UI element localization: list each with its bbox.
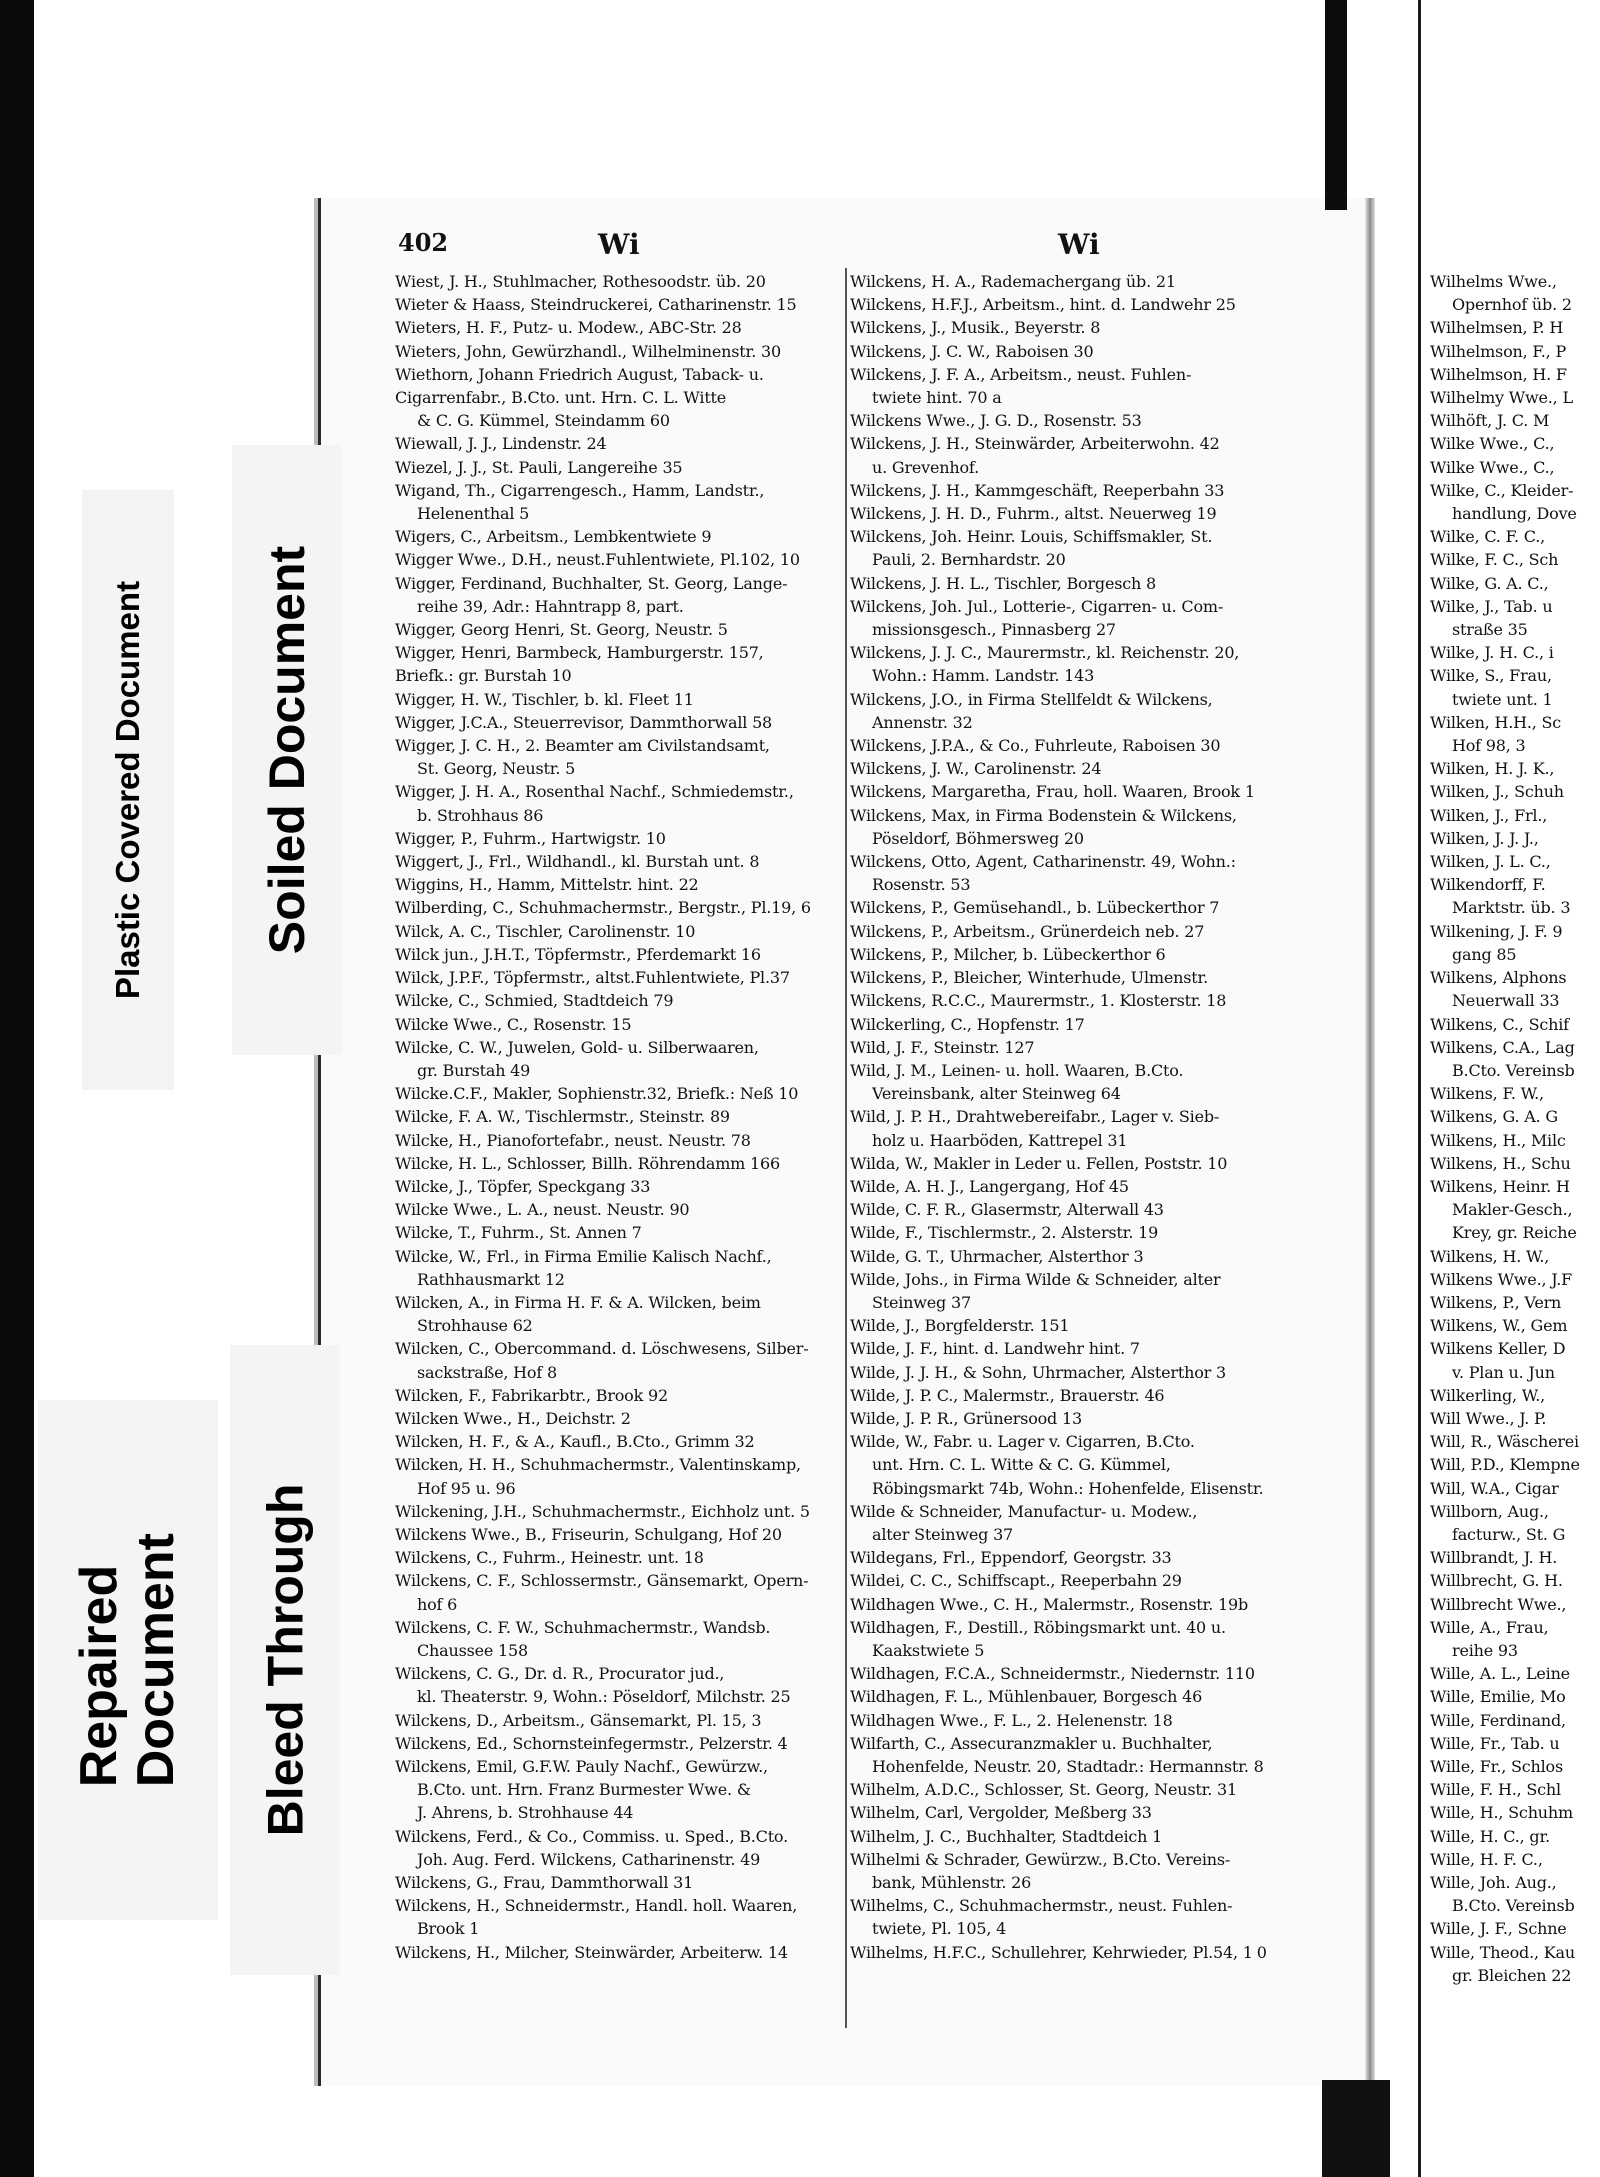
directory-entry: Brook 1 xyxy=(417,1919,480,1939)
directory-entry: Wilcken, H. H., Schuhmachermstr., Valentinskamp, xyxy=(395,1455,801,1475)
directory-entry: B.Cto. Vereinsb xyxy=(1452,1896,1575,1916)
directory-entry: Wigers, C., Arbeitsm., Lembkentwiete 9 xyxy=(395,527,712,547)
directory-entry: Wilde, W., Fabr. u. Lager v. Cigarren, B.Cto. xyxy=(850,1432,1195,1452)
directory-entry: Wigand, Th., Cigarrengesch., Hamm, Landstr., xyxy=(395,480,765,500)
directory-entry: Wilckens, J. H. L., Tischler, Borgesch 8 xyxy=(850,573,1156,593)
directory-entry: hof 6 xyxy=(417,1594,458,1614)
directory-entry: Wilcken, H. F., & A., Kaufl., B.Cto., Grimm 32 xyxy=(395,1432,755,1452)
directory-entry: Wiest, J. H., Stuhlmacher, Rothesoodstr. üb. 20 xyxy=(395,272,766,291)
directory-entry: Wigger, Georg Henri, St. Georg, Neustr. 5 xyxy=(395,620,728,640)
directory-entry: Wieters, H. F., Putz- u. Modew., ABC-Str. 28 xyxy=(395,318,742,338)
directory-entry: Willbrandt, J. H. xyxy=(1430,1548,1558,1568)
directory-entry: Wilhelm, A.D.C., Schlosser, St. Georg, Neustr. 31 xyxy=(850,1780,1238,1800)
directory-entry: Briefk.: gr. Burstah 10 xyxy=(395,666,572,686)
directory-entry: Rathhausmarkt 12 xyxy=(417,1269,565,1289)
directory-entry: Wilck, J.P.F., Töpfermstr., altst.Fuhlentwiete, Pl.37 xyxy=(395,968,790,988)
directory-entry: Wilckens, J. H., Steinwärder, Arbeiterwohn. 42 xyxy=(850,434,1220,454)
directory-entry: Wilde, G. T., Uhrmacher, Alsterthor 3 xyxy=(850,1246,1144,1266)
directory-entry: Wohn.: Hamm. Landstr. 143 xyxy=(872,666,1095,686)
directory-entry: Vereinsbank, alter Steinweg 64 xyxy=(872,1084,1121,1104)
directory-entry: Wilhelms, C., Schuhmachermstr., neust. Fuhlen- xyxy=(850,1896,1233,1916)
directory-entry: Wilcke Wwe., L. A., neust. Neustr. 90 xyxy=(395,1200,690,1220)
directory-entry: Wilcken, C., Obercommand. d. Löschwesens, Silber- xyxy=(395,1339,809,1359)
directory-entry: Wilken, J. J. J., xyxy=(1430,828,1539,848)
directory-entry: Makler-Gesch., xyxy=(1452,1200,1573,1220)
directory-entry: Wiggins, H., Hamm, Mittelstr. hint. 22 xyxy=(395,875,699,895)
directory-entry: Wildegans, Frl., Eppendorf, Georgstr. 33 xyxy=(850,1548,1172,1568)
directory-entry: Wilckening, J.H., Schuhmachermstr., Eichholz unt. 5 xyxy=(395,1501,810,1521)
directory-entry: Wilckens, H. A., Rademachergang üb. 21 xyxy=(850,272,1176,291)
directory-entry: Wille, Theod., Kau xyxy=(1430,1942,1575,1962)
directory-entry: Wilckens, Otto, Agent, Catharinenstr. 49, Wohn.: xyxy=(850,852,1236,872)
directory-entry: Wilcke, H. L., Schlosser, Billh. Röhrendamm 166 xyxy=(395,1153,780,1173)
directory-entry: Wilhelm, Carl, Vergolder, Meßberg 33 xyxy=(850,1803,1152,1823)
bleed-through-label: Bleed Through xyxy=(230,1345,340,1975)
directory-entry: Wilke Wwe., C., xyxy=(1430,434,1555,454)
directory-entry: Wilkens, P., Vern xyxy=(1430,1292,1562,1312)
directory-entry: Wilhelmsen, P. H xyxy=(1430,318,1564,338)
directory-entry: Wigger, Henri, Barmbeck, Hamburgerstr. 157, xyxy=(395,643,764,663)
directory-entry: Wilckens, H.F.J., Arbeitsm., hint. d. Landwehr 25 xyxy=(850,295,1236,315)
directory-entry: Wilcke, C. W., Juwelen, Gold- u. Silberwaaren, xyxy=(395,1037,759,1057)
directory-entry: Wilckens, H., Schneidermstr., Handl. holl. Waaren, xyxy=(395,1896,798,1916)
directory-entry: Wildhagen, F., Destill., Röbingsmarkt unt. 40 u. xyxy=(850,1617,1226,1637)
directory-entry: Wilcke, F. A. W., Tischlermstr., Steinstr. 89 xyxy=(395,1107,730,1127)
directory-entry: Wigger, J. H. A., Rosenthal Nachf., Schmiedemstr., xyxy=(395,782,794,802)
directory-entry: straße 35 xyxy=(1452,620,1528,640)
directory-entry: Wilde, J. F., hint. d. Landwehr hint. 7 xyxy=(850,1339,1140,1359)
directory-entry: Wilckens, Margaretha, Frau, holl. Waaren, Brook 1 xyxy=(850,782,1255,802)
directory-entry: Wilkening, J. F. 9 xyxy=(1430,921,1563,941)
directory-entry: Wilckens, J.O., in Firma Stellfeldt & Wilckens, xyxy=(850,689,1213,709)
directory-entry: B.Cto. Vereinsb xyxy=(1452,1060,1575,1080)
directory-entry: Wilkens, C., Schif xyxy=(1430,1014,1569,1034)
left-column xyxy=(395,270,839,1964)
directory-entry: Will, W.A., Cigar xyxy=(1430,1478,1559,1498)
directory-entry: Wilcken, F., Fabrikarbtr., Brook 92 xyxy=(395,1385,668,1405)
right-column xyxy=(1430,270,1600,1987)
directory-entry: Wilck jun., J.H.T., Töpfermstr., Pferdemarkt 16 xyxy=(395,944,761,964)
directory-entry: b. Strohhaus 86 xyxy=(417,805,544,825)
directory-entry: Wilckens, J. C. W., Raboisen 30 xyxy=(850,341,1094,361)
directory-entry: & C. G. Kümmel, Steindamm 60 xyxy=(417,411,670,431)
directory-entry: Wilde, J., Borgfelderstr. 151 xyxy=(850,1316,1070,1336)
directory-entry: Wilcken Wwe., H., Deichstr. 2 xyxy=(395,1408,631,1428)
directory-entry: Wilke, F. C., Sch xyxy=(1430,550,1559,570)
directory-entry: Wilcke, J., Töpfer, Speckgang 33 xyxy=(395,1176,651,1196)
directory-entry: Wille, Joh. Aug., xyxy=(1430,1873,1557,1893)
directory-entry: Hof 95 u. 96 xyxy=(417,1478,516,1498)
directory-entry: Wilhelmy Wwe., L xyxy=(1430,388,1573,408)
directory-entry: Chaussee 158 xyxy=(417,1640,528,1660)
directory-entry: Wilckens, Max, in Firma Bodenstein & Wilckens, xyxy=(850,805,1237,825)
directory-entry: Willbrecht, G. H. xyxy=(1430,1571,1563,1591)
directory-entry: Marktstr. üb. 3 xyxy=(1452,898,1571,918)
directory-entry: Wille, F. H., Schl xyxy=(1430,1780,1561,1800)
directory-entry: Wilde & Schneider, Manufactur- u. Modew., xyxy=(850,1501,1198,1521)
directory-entry: Wille, J. F., Schne xyxy=(1430,1919,1567,1939)
directory-entry: Wildhagen Wwe., F. L., 2. Helenenstr. 18 xyxy=(850,1710,1173,1730)
directory-entry: Wilken, H.H., Sc xyxy=(1430,712,1562,732)
directory-entry: Wilke, C., Kleider- xyxy=(1430,480,1574,500)
directory-entry: Wilckens, Ferd., & Co., Commiss. u. Sped., B.Cto. xyxy=(395,1826,788,1846)
directory-entry: Wille, Fr., Schlos xyxy=(1430,1757,1563,1776)
directory-entry: Wilckens, Emil, G.F.W. Pauly Nachf., Gewürzw., xyxy=(395,1757,768,1776)
directory-entry: Wilke Wwe., C., xyxy=(1430,457,1555,477)
directory-entry: Wilde, J. P. C., Malermstr., Brauerstr. 46 xyxy=(850,1385,1165,1405)
directory-entry: Annenstr. 32 xyxy=(872,712,973,732)
directory-entry: Wilckens, Ed., Schornsteinfegermstr., Pelzerstr. 4 xyxy=(395,1733,788,1753)
directory-entry: alter Steinweg 37 xyxy=(872,1524,1014,1544)
directory-entry: Hohenfelde, Neustr. 20, Stadtadr.: Hermannstr. 8 xyxy=(872,1757,1264,1776)
bookmark-ribbon xyxy=(1325,0,1347,210)
directory-entry: Wilke, C. F. C., xyxy=(1430,527,1546,547)
directory-entry: Wilde, C. F. R., Glasermstr, Alterwall 43 xyxy=(850,1200,1164,1220)
directory-entry: Wilke, S., Frau, xyxy=(1430,666,1552,686)
directory-entry: Wilkens, F. W., xyxy=(1430,1084,1544,1104)
directory-entry: Wigger, H. W., Tischler, b. kl. Fleet 11 xyxy=(395,689,694,709)
directory-entry: Wild, J. F., Steinstr. 127 xyxy=(850,1037,1035,1057)
page-number: 402 xyxy=(398,228,449,257)
directory-entry: twiete hint. 70 a xyxy=(872,388,1002,408)
directory-entry: Wilkens, Alphons xyxy=(1430,968,1567,988)
directory-entry: Wilkens, H. W., xyxy=(1430,1246,1550,1266)
directory-entry: Wigger, J.C.A., Steuerrevisor, Dammthorwall 58 xyxy=(395,712,773,732)
directory-entry: Wilde, J. P. R., Grünersood 13 xyxy=(850,1408,1082,1428)
directory-entry: Rosenstr. 53 xyxy=(872,875,971,895)
directory-entry: Wilke, J., Tab. u xyxy=(1430,596,1553,616)
directory-entry: Wilcke, W., Frl., in Firma Emilie Kalisch Nachf., xyxy=(395,1246,772,1266)
directory-entry: Wilckens, C., Fuhrm., Heinestr. unt. 18 xyxy=(395,1548,704,1568)
directory-entry: Wildei, C. C., Schiffscapt., Reeperbahn 29 xyxy=(850,1571,1182,1591)
directory-entry: Wilckens, Joh. Jul., Lotterie-, Cigarren- u. Com- xyxy=(850,596,1224,616)
directory-entry: Wilkens, G. A. G xyxy=(1430,1107,1558,1127)
book-gutter xyxy=(1365,198,1375,2086)
directory-entry: Wilde, J. J. H., & Sohn, Uhrmacher, Alsterthor 3 xyxy=(850,1362,1226,1382)
directory-entry: Wilken, H. J. K., xyxy=(1430,759,1555,779)
directory-entry: Wilcken, A., in Firma H. F. & A. Wilcken, beim xyxy=(395,1292,761,1312)
directory-entry: unt. Hrn. C. L. Witte & C. G. Kümmel, xyxy=(872,1455,1171,1475)
directory-entry: Wilde, Johs., in Firma Wilde & Schneider, alter xyxy=(850,1269,1221,1289)
directory-entry: Wilckens, C. F., Schlossermstr., Gänsemarkt, Opern- xyxy=(395,1571,809,1591)
directory-entry: Wilhelms, H.F.C., Schullehrer, Kehrwieder, Pl.54, 1 0 xyxy=(850,1942,1267,1962)
directory-entry: Wilckens, C. F. W., Schuhmachermstr., Wandsb. xyxy=(395,1617,771,1637)
directory-entry: Wild, J. M., Leinen- u. holl. Waaren, B.Cto. xyxy=(850,1060,1184,1080)
scan-border xyxy=(0,0,34,2177)
directory-entry: Wild, J. P. H., Drahtwebereifabr., Lager v. Sieb- xyxy=(850,1107,1220,1127)
directory-entry: Wilke, J. H. C., i xyxy=(1430,643,1554,663)
directory-entry: Wille, H. C., gr. xyxy=(1430,1826,1551,1846)
directory-entry: Wilckens, J. J. C., Maurermstr., kl. Reichenstr. 20, xyxy=(850,643,1240,663)
directory-entry: Wigger, P., Fuhrm., Hartwigstr. 10 xyxy=(395,828,666,848)
directory-entry: gr. Burstah 49 xyxy=(417,1060,531,1080)
directory-entry: Wilckens, P., Arbeitsm., Grünerdeich neb. 27 xyxy=(850,921,1205,941)
directory-entry: Wilfarth, C., Assecuranzmakler u. Buchhalter, xyxy=(850,1733,1213,1753)
directory-entry: Wilken, J., Frl., xyxy=(1430,805,1548,825)
directory-entry: Wiethorn, Johann Friedrich August, Taback- u. xyxy=(395,364,764,384)
directory-entry: Opernhof üb. 2 xyxy=(1452,295,1572,315)
directory-entry: holz u. Haarböden, Kattrepel 31 xyxy=(872,1130,1128,1150)
directory-entry: handlung, Dove xyxy=(1452,504,1577,524)
directory-entry: Wiezel, J. J., St. Pauli, Langereihe 35 xyxy=(395,457,683,477)
directory-entry: Röbingsmarkt 74b, Wohn.: Hohenfelde, Elisenstr. xyxy=(872,1478,1264,1498)
directory-entry: Wilkens, H., Milc xyxy=(1430,1130,1566,1150)
directory-entry: Wilda, W., Makler in Leder u. Fellen, Poststr. 10 xyxy=(850,1153,1228,1173)
directory-entry: Wille, A., Frau, xyxy=(1430,1617,1549,1637)
directory-entry: J. Ahrens, b. Strohhause 44 xyxy=(417,1803,634,1823)
directory-entry: Wilckens, J.P.A., & Co., Fuhrleute, Raboisen 30 xyxy=(850,736,1221,756)
directory-entry: Wilcke Wwe., C., Rosenstr. 15 xyxy=(395,1014,632,1034)
directory-entry: Steinweg 37 xyxy=(872,1292,971,1312)
directory-entry: reihe 39, Adr.: Hahntrapp 8, part. xyxy=(417,596,684,616)
directory-entry: Wille, Emilie, Mo xyxy=(1430,1687,1566,1707)
directory-entry: Wilberding, C., Schuhmachermstr., Bergstr., Pl.19, 6 xyxy=(395,898,811,918)
directory-entry: Wilhelms Wwe., xyxy=(1430,272,1557,291)
directory-entry: Wilckens, J. H., Kammgeschäft, Reeperbahn 33 xyxy=(850,480,1225,500)
directory-entry: Wilhelmi & Schrader, Gewürzw., B.Cto. Vereins- xyxy=(850,1849,1231,1869)
directory-entry: Wille, A. L., Leine xyxy=(1430,1664,1570,1684)
directory-entry: Wilckens, Joh. Heinr. Louis, Schiffsmakler, St. xyxy=(850,527,1213,547)
directory-entry: Wille, H. F. C., xyxy=(1430,1849,1543,1869)
directory-entry: Wilde, F., Tischlermstr., 2. Alsterstr. 19 xyxy=(850,1223,1159,1243)
directory-entry: Wilckens, J., Musik., Beyerstr. 8 xyxy=(850,318,1101,338)
directory-entry: gr. Bleichen 22 xyxy=(1452,1965,1572,1985)
directory-entry: bank, Mühlenstr. 26 xyxy=(872,1873,1032,1893)
line-suffix: 0 xyxy=(1256,1942,1267,1962)
directory-entry: Wilckerling, C., Hopfenstr. 17 xyxy=(850,1014,1085,1034)
directory-entry: Wilkens, C.A., Lag xyxy=(1430,1037,1575,1057)
directory-entry: missionsgesch., Pinnasberg 27 xyxy=(872,620,1116,640)
directory-entry: Wilcke.C.F., Makler, Sophienstr.32, Briefk.: Neß 10 xyxy=(395,1084,799,1104)
directory-entry: Wilck, A. C., Tischler, Carolinenstr. 10 xyxy=(395,921,696,941)
directory-entry: Will Wwe., J. P. xyxy=(1430,1408,1547,1428)
directory-entry: Wille, Fr., Tab. u xyxy=(1430,1733,1560,1753)
middle-column xyxy=(850,270,1322,1964)
directory-entry: Wilckens, P., Gemüsehandl., b. Lübeckerthor 7 xyxy=(850,898,1220,918)
directory-entry: Wilcke, C., Schmied, Stadtdeich 79 xyxy=(395,991,674,1011)
directory-entry: Wiggert, J., Frl., Wildhandl., kl. Burstah unt. 8 xyxy=(395,852,760,872)
directory-entry: v. Plan u. Jun xyxy=(1452,1362,1555,1382)
directory-entry: Wille, Ferdinand, xyxy=(1430,1710,1566,1730)
directory-entry: Cigarrenfabr., B.Cto. unt. Hrn. C. L. Witte xyxy=(395,388,727,408)
directory-entry: Wiewall, J. J., Lindenstr. 24 xyxy=(395,434,607,454)
directory-entry: St. Georg, Neustr. 5 xyxy=(417,759,576,779)
header-left: Wi xyxy=(598,228,640,261)
soiled-label: Soiled Document xyxy=(232,445,342,1055)
directory-entry: Will, P.D., Klempne xyxy=(1430,1455,1580,1475)
directory-entry: Kaakstwiete 5 xyxy=(872,1640,985,1660)
repaired-label: Repaired Document xyxy=(38,1400,218,1920)
directory-entry: twiete unt. 1 xyxy=(1452,689,1553,709)
directory-entry: Wilcke, H., Pianofortefabr., neust. Neustr. 78 xyxy=(395,1130,751,1150)
directory-entry: Wilkens, H., Schu xyxy=(1430,1153,1571,1173)
directory-entry: Strohhause 62 xyxy=(417,1316,533,1336)
directory-entry: Wilkens, Heinr. H xyxy=(1430,1176,1570,1196)
directory-entry: Wilckens Wwe., B., Friseurin, Schulgang, Hof 20 xyxy=(395,1524,782,1544)
directory-entry: Wilkens, W., Gem xyxy=(1430,1316,1568,1336)
directory-entry: Wilkerling, W., xyxy=(1430,1385,1545,1405)
directory-entry: Pauli, 2. Bernhardstr. 20 xyxy=(872,550,1066,570)
directory-entry: Wilckens, P., Bleicher, Winterhude, Ulmenstr. xyxy=(850,968,1209,988)
directory-entry: facturw., St. G xyxy=(1452,1524,1566,1544)
directory-entry: Wilckens, D., Arbeitsm., Gänsemarkt, Pl. 15, 3 xyxy=(395,1710,762,1730)
directory-entry: Helenenthal 5 xyxy=(417,504,530,524)
header-right: Wi xyxy=(1058,228,1100,261)
directory-entry: Wilhelmson, H. F xyxy=(1430,364,1567,384)
plastic-covered-label: Plastic Covered Document xyxy=(82,490,174,1090)
directory-entry: Wilckens, J. W., Carolinenstr. 24 xyxy=(850,759,1102,779)
directory-entry: twiete, Pl. 105, 4 xyxy=(872,1919,1007,1939)
directory-entry: Wilckens, C. G., Dr. d. R., Procurator jud., xyxy=(395,1664,725,1684)
directory-entry: Wilckens Wwe., J. G. D., Rosenstr. 53 xyxy=(850,411,1142,431)
bottom-clip xyxy=(1322,2080,1390,2177)
directory-entry: Wigger, J. C. H., 2. Beamter am Civilstandsamt, xyxy=(395,736,770,756)
directory-entry: Wilkens Keller, D xyxy=(1430,1339,1566,1359)
directory-entry: Will, R., Wäscherei xyxy=(1430,1432,1579,1452)
directory-entry: Wigger Wwe., D.H., neust.Fuhlentwiete, Pl.102, 10 xyxy=(395,550,800,570)
directory-entry: gang 85 xyxy=(1452,944,1517,964)
directory-entry: B.Cto. unt. Hrn. Franz Burmester Wwe. & xyxy=(417,1780,751,1800)
directory-entry: u. Grevenhof. xyxy=(872,457,979,477)
directory-entry: Wieter & Haass, Steindruckerei, Catharinenstr. 15 xyxy=(395,295,797,315)
directory-entry: sackstraße, Hof 8 xyxy=(417,1362,557,1382)
directory-entry: Wilkens Wwe., J.F xyxy=(1430,1269,1572,1289)
directory-entry: Hof 98, 3 xyxy=(1452,736,1526,756)
directory-entry: Neuerwall 33 xyxy=(1452,991,1560,1011)
directory-entry: Willbrecht Wwe., xyxy=(1430,1594,1567,1614)
directory-entry: Wilhelmson, F., P xyxy=(1430,341,1567,361)
directory-entry: Wigger, Ferdinand, Buchhalter, St. Georg, Lange- xyxy=(395,573,788,593)
directory-entry: Wilckens, R.C.C., Maurermstr., 1. Klosterstr. 18 xyxy=(850,991,1227,1011)
directory-entry: Wildhagen, F.C.A., Schneidermstr., Niedernstr. 110 xyxy=(850,1664,1255,1684)
directory-entry: Wilkendorff, F. xyxy=(1430,875,1546,895)
directory-entry: Wilde, A. H. J., Langergang, Hof 45 xyxy=(850,1176,1129,1196)
directory-entry: Joh. Aug. Ferd. Wilckens, Catharinenstr. 49 xyxy=(417,1849,761,1869)
directory-entry: Wilckens, J. F. A., Arbeitsm., neust. Fuhlen- xyxy=(850,364,1192,384)
directory-entry: Pöseldorf, Böhmersweg 20 xyxy=(872,828,1084,848)
directory-entry: Wilke, G. A. C., xyxy=(1430,573,1549,593)
directory-entry: Wilhöft, J. C. M xyxy=(1430,411,1550,431)
directory-entry: Wilckens, P., Milcher, b. Lübeckerthor 6 xyxy=(850,944,1166,964)
directory-entry: Krey, gr. Reiche xyxy=(1452,1223,1577,1243)
directory-entry: Wildhagen Wwe., C. H., Malermstr., Rosenstr. 19b xyxy=(850,1594,1248,1614)
directory-entry: Wilckens, G., Frau, Dammthorwall 31 xyxy=(395,1873,694,1893)
directory-entry: Wilckens, J. H. D., Fuhrm., altst. Neuerweg 19 xyxy=(850,504,1217,524)
directory-entry: Willborn, Aug., xyxy=(1430,1501,1549,1521)
directory-entry: Wille, H., Schuhm xyxy=(1430,1803,1573,1823)
directory-entry: Wilckens, H., Milcher, Steinwärder, Arbeiterw. 14 xyxy=(395,1942,788,1962)
directory-entry: reihe 93 xyxy=(1452,1640,1518,1660)
facing-page-edge xyxy=(1418,0,1421,2177)
directory-entry: Wieters, John, Gewürzhandl., Wilhelminenstr. 30 xyxy=(395,341,781,361)
directory-entry: Wilhelm, J. C., Buchhalter, Stadtdeich 1 xyxy=(850,1826,1163,1846)
directory-entry: Wilcke, T., Fuhrm., St. Annen 7 xyxy=(395,1223,642,1243)
directory-entry: Wildhagen, F. L., Mühlenbauer, Borgesch 46 xyxy=(850,1687,1203,1707)
column-divider xyxy=(845,268,847,2028)
directory-entry: kl. Theaterstr. 9, Wohn.: Pöseldorf, Milchstr. 25 xyxy=(417,1687,791,1707)
directory-entry: Wilken, J. L. C., xyxy=(1430,852,1551,872)
directory-entry: Wilken, J., Schuh xyxy=(1430,782,1564,802)
